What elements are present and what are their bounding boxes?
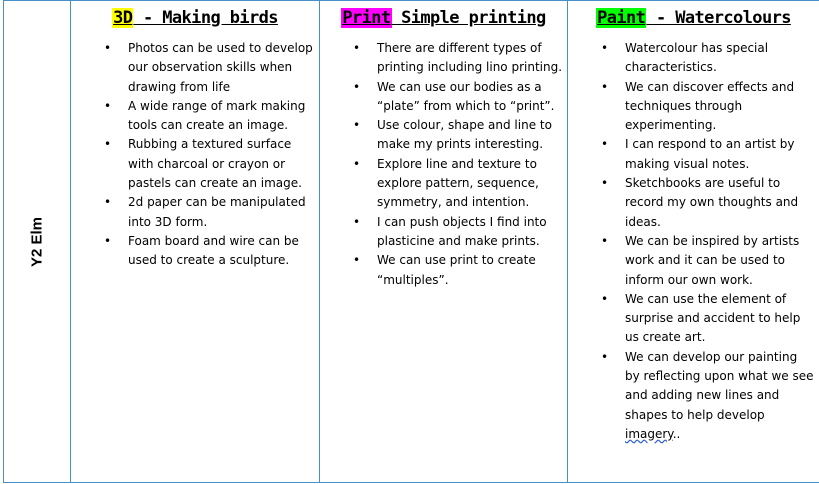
list-item: • A wide range of mark making tools can create an image. xyxy=(71,97,319,136)
list-item: • We can discover effects and techniques through experimenting. xyxy=(568,78,819,136)
row-label: Y2 Elm xyxy=(28,216,46,267)
column-heading-paint xyxy=(568,7,819,29)
row-label-cell xyxy=(4,1,71,483)
list-item: • Photos can be used to develop our observation skills when drawing from life xyxy=(71,39,319,97)
bullet-list-print xyxy=(320,39,567,290)
column-heading-3d xyxy=(71,7,319,29)
list-item: • Explore line and texture to explore pattern, sequence, symmetry, and intention. xyxy=(320,155,567,213)
curriculum-table xyxy=(3,0,819,483)
heading-highlight-3d: 3D xyxy=(113,8,133,28)
column-3d xyxy=(71,1,320,483)
list-item: • Watercolour has special characteristics. xyxy=(568,39,819,78)
list-item: • 2d paper can be manipulated into 3D form. xyxy=(71,193,319,232)
heading-rest-print: Simple printing xyxy=(391,8,546,28)
list-item: • We can use print to create “multiples”. xyxy=(320,251,567,290)
list-item: • Sketchbooks are useful to record my own thoughts and ideas. xyxy=(568,174,819,232)
list-item xyxy=(568,348,819,444)
list-item: • I can respond to an artist by making visual notes. xyxy=(568,135,819,174)
list-item: • Foam board and wire can be used to create a sculpture. xyxy=(71,232,319,271)
list-item: • I can push objects I find into plasticine and make prints. xyxy=(320,213,567,252)
bullet-list-paint xyxy=(568,39,819,444)
bullet-list-3d xyxy=(71,39,319,271)
spellcheck-marked-word: imagery xyxy=(625,426,673,441)
list-item: • Rubbing a textured surface with charcoal or crayon or pastels can create an image. xyxy=(71,135,319,193)
heading-highlight-print: Print xyxy=(342,8,391,28)
list-item: • Use colour, shape and line to make my prints interesting. xyxy=(320,116,567,155)
column-print xyxy=(320,1,568,483)
list-item: • We can be inspired by artists work and it can be used to inform our own work. xyxy=(568,232,819,290)
list-item: • We can use our bodies as a “plate” from which to “print”. xyxy=(320,78,567,117)
last-point-tail: .. xyxy=(672,426,681,441)
heading-rest-3d: - Making birds xyxy=(133,8,278,28)
list-item: • We can use the element of surprise and accident to help us create art. xyxy=(568,290,819,348)
heading-highlight-paint: Paint xyxy=(597,8,646,28)
heading-rest-paint: - Watercolours xyxy=(646,8,791,28)
column-paint xyxy=(568,1,819,483)
column-heading-print xyxy=(320,7,567,29)
table-row xyxy=(4,1,819,483)
last-point-text: We can develop our painting by reflecting upon what we see and adding new lines and shapes to help develop xyxy=(625,349,814,422)
list-item: • There are different types of printing including lino printing. xyxy=(320,39,567,78)
